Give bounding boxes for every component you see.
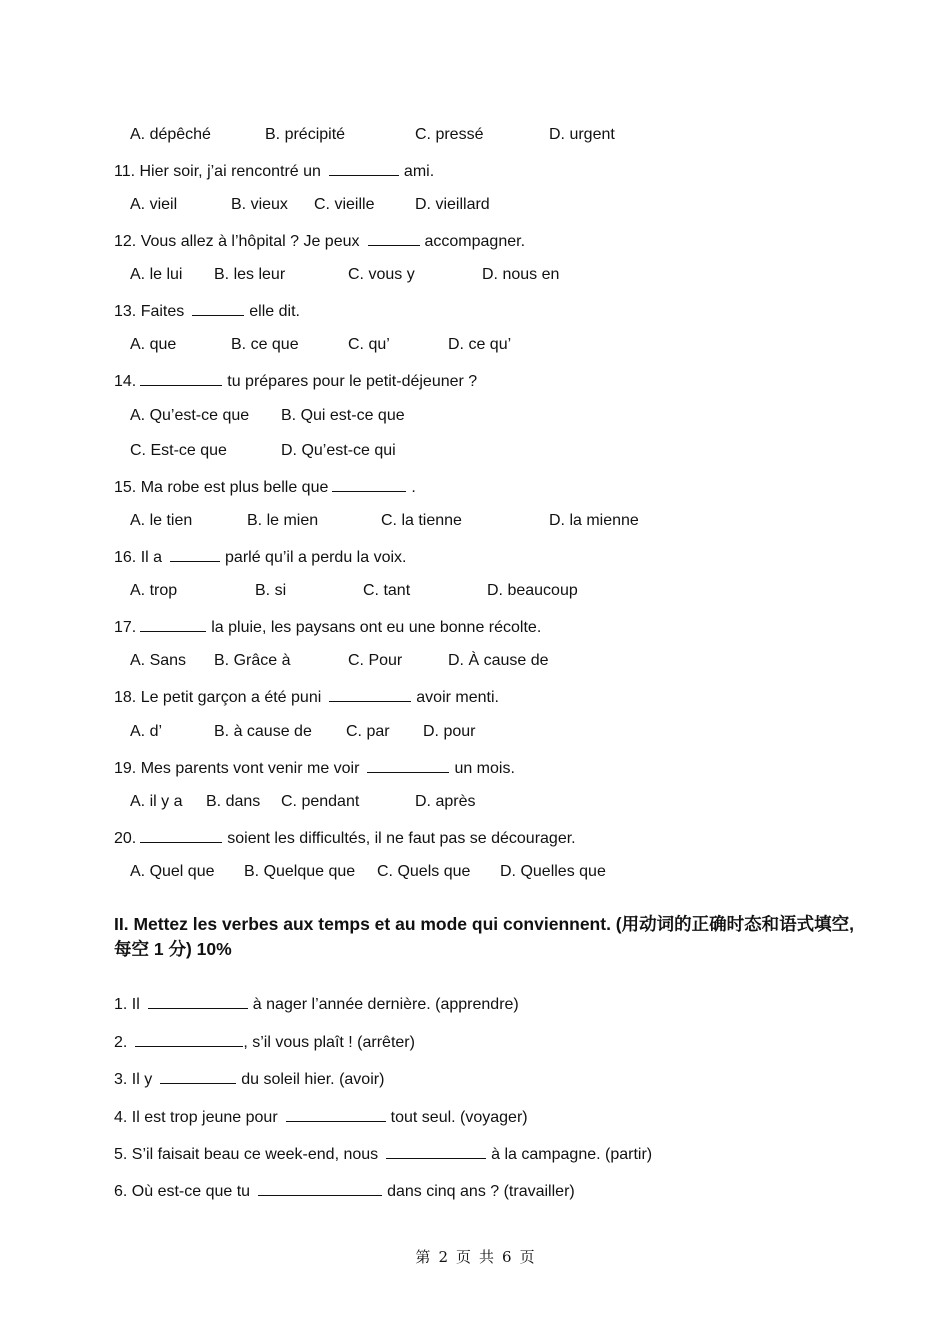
q19-text-before: 19. Mes parents vont venir me voir	[114, 760, 360, 777]
verb-item-1	[114, 993, 519, 1015]
q12-option-b: B. les leur	[214, 266, 286, 283]
question-18	[114, 686, 499, 708]
q16-option-d: D. beaucoup	[487, 582, 578, 599]
q16-text-before: 16. Il a	[114, 549, 163, 566]
verb-item-2	[114, 1031, 415, 1053]
q20-option-d: D. Quelles que	[500, 863, 606, 880]
footer-word-ye-2: 页	[519, 1248, 535, 1266]
footer-page-number: 2	[438, 1248, 448, 1266]
verb-item-4-after: tout seul. (voyager)	[390, 1109, 528, 1126]
verb-item-3-after: du soleil hier. (avoir)	[241, 1071, 385, 1088]
q11-text-after: ami.	[403, 163, 435, 180]
verb-item-3-before: 3. Il y	[114, 1071, 153, 1088]
verb-item-2-blank	[135, 1031, 243, 1047]
q14-text-before: 14.	[114, 373, 137, 390]
question-14	[114, 370, 477, 392]
question-11	[114, 160, 434, 182]
verb-item-4-before: 4. Il est trop jeune pour	[114, 1109, 278, 1126]
q15-option-a: A. le tien	[130, 512, 193, 529]
q11-option-c: C. vieille	[314, 196, 375, 213]
q15-blank	[332, 476, 406, 492]
q13-option-a: A. que	[130, 336, 177, 353]
q11-blank	[329, 160, 399, 176]
page-footer	[0, 1247, 950, 1267]
verb-item-2-before: 2.	[114, 1034, 128, 1051]
q16-option-b: B. si	[255, 582, 287, 599]
q12-option-c: C. vous y	[348, 266, 415, 283]
footer-word-di: 第	[415, 1248, 431, 1266]
question-20	[114, 827, 576, 849]
q18-option-b: B. à cause de	[214, 723, 312, 740]
q15-option-d: D. la mienne	[549, 512, 639, 529]
question-13	[114, 300, 300, 322]
verb-item-4-blank	[286, 1106, 386, 1122]
verb-item-1-before: 1. Il	[114, 996, 140, 1013]
verb-item-6-after: dans cinq ans ? (travailler)	[387, 1183, 575, 1200]
q13-option-c: C. qu’	[348, 336, 390, 353]
verb-item-2-after: , s’il vous plaît ! (arrêter)	[243, 1034, 415, 1051]
q19-option-d: D. après	[415, 793, 476, 810]
q19-text-after: un mois.	[454, 760, 515, 777]
q16-option-a: A. trop	[130, 582, 178, 599]
q14-option-d: D. Qu’est-ce qui	[281, 442, 396, 459]
footer-word-ye: 页	[455, 1248, 471, 1266]
q18-text-before: 18. Le petit garçon a été puni	[114, 689, 322, 706]
verb-item-5-before: 5. S’il faisait beau ce week-end, nous	[114, 1146, 379, 1163]
verb-item-1-after: à nager l’année dernière. (apprendre)	[252, 996, 519, 1013]
q15-option-c: C. la tienne	[381, 512, 462, 529]
q11-option-a: A. vieil	[130, 196, 178, 213]
q19-option-a: A. il y a	[130, 793, 183, 810]
footer-total-pages: 6	[502, 1248, 512, 1266]
q12-text-before: 12. Vous allez à l’hôpital ? Je peux	[114, 233, 360, 250]
q20-blank	[140, 827, 222, 843]
footer-word-gong: 共	[479, 1248, 495, 1266]
q20-text-after: soient les difficultés, il ne faut pas se décourager.	[227, 830, 576, 847]
q12-option-a: A. le lui	[130, 266, 183, 283]
q16-option-c: C. tant	[363, 582, 411, 599]
q11-text-before: 11. Hier soir, j’ai rencontré un	[114, 163, 321, 180]
q12-option-d: D. nous en	[482, 266, 560, 283]
verb-item-5	[114, 1143, 652, 1165]
q15-text-before: 15. Ma robe est plus belle que	[114, 479, 329, 496]
verb-item-5-blank	[386, 1143, 486, 1159]
q18-option-c: C. par	[346, 723, 390, 740]
q12-blank	[368, 230, 420, 246]
q17-text-before: 17.	[114, 619, 137, 636]
q19-blank	[367, 757, 449, 773]
verb-item-6-before: 6. Où est-ce que tu	[114, 1183, 251, 1200]
q20-option-b: B. Quelque que	[244, 863, 356, 880]
q13-option-d: D. ce qu’	[448, 336, 512, 353]
question-17	[114, 616, 541, 638]
verb-item-6	[114, 1180, 575, 1202]
q10-option-d: D. urgent	[549, 126, 615, 143]
q15-option-b: B. le mien	[247, 512, 319, 529]
verb-item-3-blank	[160, 1068, 236, 1084]
q11-option-d: D. vieillard	[415, 196, 490, 213]
q10-option-c: C. pressé	[415, 126, 484, 143]
q17-blank	[140, 616, 206, 632]
verb-item-1-blank	[148, 993, 248, 1009]
q14-option-a: A. Qu’est-ce que	[130, 407, 250, 424]
q20-option-a: A. Quel que	[130, 863, 215, 880]
q17-option-b: B. Grâce à	[214, 652, 291, 669]
q13-option-b: B. ce que	[231, 336, 299, 353]
q10-option-b: B. précipité	[265, 126, 346, 143]
q20-option-c: C. Quels que	[377, 863, 471, 880]
q14-text-after: tu prépares pour le petit-déjeuner ?	[227, 373, 478, 390]
section-2-title: II. Mettez les verbes aux temps et au mode qui conviennent. (用动词的正确时态和语式填空, 每空 1 分) 10%	[114, 914, 854, 959]
q12-text-after: accompagner.	[424, 233, 526, 250]
q17-option-c: C. Pour	[348, 652, 403, 669]
q20-text-before: 20.	[114, 830, 137, 847]
q13-blank	[192, 300, 244, 316]
q18-text-after: avoir menti.	[416, 689, 499, 706]
verb-item-3	[114, 1068, 384, 1090]
q11-option-b: B. vieux	[231, 196, 288, 213]
verb-item-4	[114, 1106, 528, 1128]
q10-option-a: A. dépêché	[130, 126, 211, 143]
q13-text-before: 13. Faites	[114, 303, 185, 320]
q19-option-b: B. dans	[206, 793, 261, 810]
verb-item-6-blank	[258, 1180, 382, 1196]
q14-option-c: C. Est-ce que	[130, 442, 227, 459]
question-19	[114, 757, 515, 779]
q16-blank	[170, 546, 220, 562]
q19-option-c: C. pendant	[281, 793, 360, 810]
q14-option-b: B. Qui est-ce que	[281, 407, 405, 424]
q16-text-after: parlé qu’il a perdu la voix.	[225, 549, 407, 566]
verb-item-5-after: à la campagne. (partir)	[491, 1146, 653, 1163]
q13-text-after: elle dit.	[249, 303, 300, 320]
q18-option-a: A. d’	[130, 723, 163, 740]
question-16	[114, 546, 406, 568]
q17-option-a: A. Sans	[130, 652, 187, 669]
q17-text-after: la pluie, les paysans ont eu une bonne récolte.	[211, 619, 542, 636]
question-15	[114, 476, 416, 498]
q14-blank	[140, 370, 222, 386]
question-12	[114, 230, 525, 252]
q18-blank	[329, 686, 411, 702]
q17-option-d: D. À cause de	[448, 652, 549, 669]
q18-option-d: D. pour	[423, 723, 476, 740]
q15-text-after: .	[411, 479, 416, 496]
